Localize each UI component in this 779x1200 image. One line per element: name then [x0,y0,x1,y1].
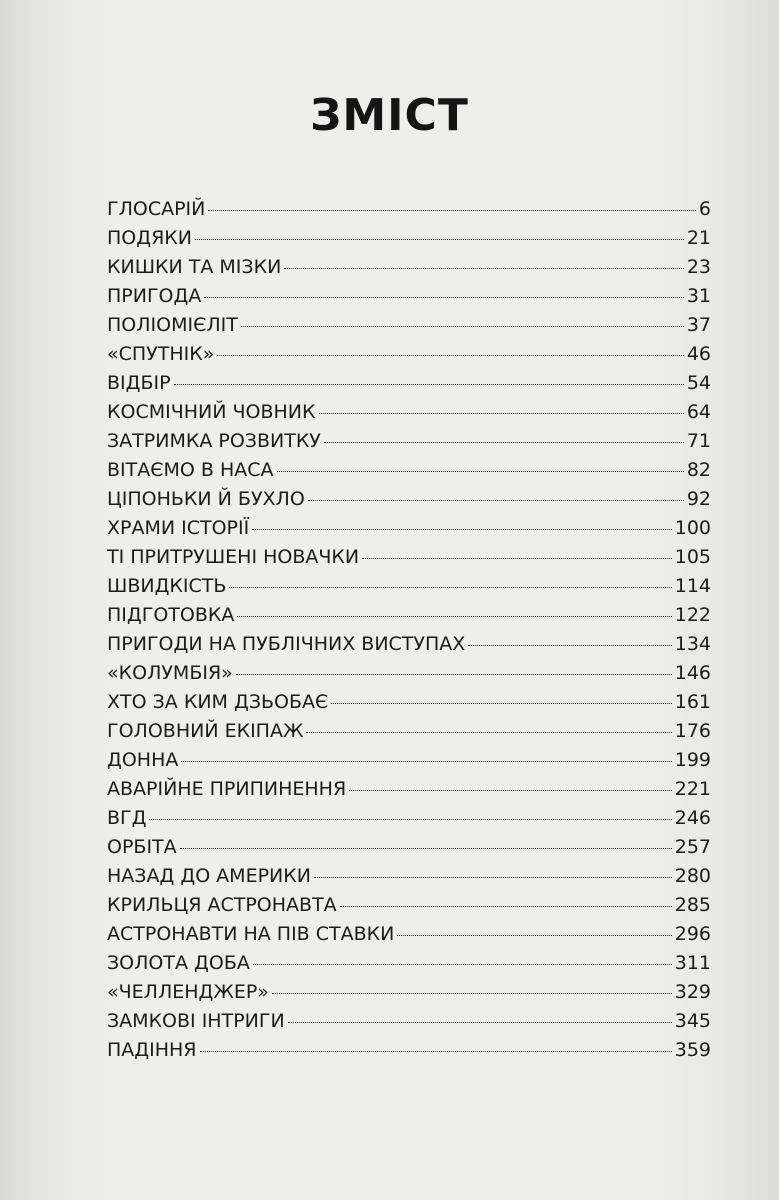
toc-entry[interactable] [107,778,711,807]
toc-entry-page-number: 21 [686,227,711,249]
dot-leader [149,819,671,820]
toc-entry-page-number: 64 [686,401,711,423]
toc-entry-title: ЗАТРИМКА РОЗВИТКУ [107,430,321,452]
toc-entry-title: ПРИГОДИ НА ПУБЛІЧНИХ ВИСТУПАХ [107,633,466,655]
toc-entry[interactable] [107,575,711,604]
toc-entry-title: ПОДЯКИ [107,227,192,249]
toc-entry[interactable] [107,343,711,372]
toc-entry-page-number: 6 [698,198,711,220]
toc-entry[interactable] [107,894,711,923]
toc-entry[interactable] [107,227,711,256]
toc-entry-page-number: 311 [674,952,711,974]
toc-entry[interactable] [107,546,711,575]
toc-entry-title: КОСМІЧНИЙ ЧОВНИК [107,401,316,423]
toc-entry-title: ЦІПОНЬКИ Й БУХЛО [107,488,305,510]
toc-entry[interactable] [107,923,711,952]
toc-entry-title: ПОЛІОМІЄЛІТ [107,314,238,336]
dot-leader [181,761,671,762]
toc-entry-page-number: 329 [674,981,711,1003]
toc-entry-title: ВГД [107,807,147,829]
toc-entry-page-number: 280 [674,865,711,887]
toc-entry-title: ГЛОСАРІЙ [107,198,206,220]
toc-entry[interactable] [107,198,711,227]
toc-entry-page-number: 246 [674,807,711,829]
toc-entry-title: АВАРІЙНЕ ПРИПИНЕННЯ [107,778,347,800]
toc-entry-title: НАЗАД ДО АМЕРИКИ [107,865,311,887]
dot-leader [252,529,672,530]
toc-entry-page-number: 100 [674,517,711,539]
toc-entry[interactable] [107,720,711,749]
toc-entry-title: ХРАМИ ІСТОРІЇ [107,517,250,539]
toc-entry-title: КИШКИ ТА МІЗКИ [107,256,282,278]
dot-leader [340,906,672,907]
toc-entry[interactable] [107,256,711,285]
toc-entry-page-number: 82 [686,459,711,481]
dot-leader [277,471,684,472]
toc-entry-title: ВІТАЄМО В НАСА [107,459,274,481]
toc-entry-title: ЗОЛОТА ДОБА [107,952,250,974]
dot-leader [180,848,672,849]
toc-entry[interactable] [107,488,711,517]
dot-leader [229,587,671,588]
toc-entry-title: ПАДІННЯ [107,1039,197,1061]
dot-leader [362,558,672,559]
toc-entry-page-number: 71 [686,430,711,452]
toc-entry-page-number: 296 [674,923,711,945]
toc-entry-page-number: 31 [686,285,711,307]
toc-entry-title: ПРИГОДА [107,285,202,307]
dot-leader [349,790,672,791]
dot-leader [324,442,684,443]
toc-entry-title: ГОЛОВНИЙ ЕКІПАЖ [107,720,304,742]
dot-leader [306,732,671,733]
toc-entry[interactable] [107,662,711,691]
toc-entry-title: КРИЛЬЦЯ АСТРОНАВТА [107,894,337,916]
dot-leader [237,616,671,617]
toc-entry-page-number: 221 [674,778,711,800]
toc-entry-title: «КОЛУМБІЯ» [107,662,233,684]
toc-entry[interactable] [107,836,711,865]
toc-entry[interactable] [107,952,711,981]
toc-entry-page-number: 54 [686,372,711,394]
toc-entry[interactable] [107,749,711,778]
table-of-contents [107,198,711,1068]
toc-entry-page-number: 285 [674,894,711,916]
dot-leader [397,935,671,936]
dot-leader [468,645,671,646]
dot-leader [314,877,672,878]
toc-entry-page-number: 122 [674,604,711,626]
toc-entry[interactable] [107,517,711,546]
toc-entry-title: «ЧЕЛЛЕНДЖЕР» [107,981,269,1003]
dot-leader [204,297,683,298]
toc-entry-title: АСТРОНАВТИ НА ПІВ СТАВКИ [107,923,395,945]
toc-entry-page-number: 23 [686,256,711,278]
toc-entry[interactable] [107,459,711,488]
dot-leader [272,993,672,994]
toc-entry[interactable] [107,865,711,894]
toc-entry[interactable] [107,981,711,1010]
toc-entry[interactable] [107,604,711,633]
toc-entry-page-number: 105 [674,546,711,568]
toc-entry-title: ДОННА [107,749,179,771]
toc-entry-page-number: 359 [674,1039,711,1061]
toc-entry-title: ПІДГОТОВКА [107,604,235,626]
dot-leader [241,326,684,327]
toc-entry-title: ХТО ЗА КИМ ДЗЬОБАЄ [107,691,329,713]
toc-entry-title: ТІ ПРИТРУШЕНІ НОВАЧКИ [107,546,360,568]
toc-entry-title: ЗАМКОВІ ІНТРИГИ [107,1010,285,1032]
page-title: ЗМІСТ [310,90,469,141]
toc-entry-title: ОРБІТА [107,836,177,858]
dot-leader [308,500,684,501]
dot-leader [284,268,684,269]
dot-leader [253,964,672,965]
toc-entry-page-number: 176 [674,720,711,742]
toc-entry-page-number: 199 [674,749,711,771]
toc-entry-page-number: 161 [674,691,711,713]
dot-leader [319,413,684,414]
dot-leader [174,384,684,385]
toc-entry[interactable] [107,691,711,720]
toc-entry-page-number: 37 [686,314,711,336]
toc-entry[interactable] [107,430,711,459]
dot-leader [217,355,683,356]
dot-leader [195,239,684,240]
toc-entry[interactable] [107,372,711,401]
toc-entry-page-number: 345 [674,1010,711,1032]
toc-entry-page-number: 134 [674,633,711,655]
toc-entry-page-number: 114 [674,575,711,597]
toc-entry-page-number: 92 [686,488,711,510]
toc-entry-title: ШВИДКІСТЬ [107,575,227,597]
toc-entry[interactable] [107,1010,711,1039]
toc-entry-title: ВІДБІР [107,372,171,394]
toc-entry-page-number: 46 [686,343,711,365]
toc-entry[interactable] [107,401,711,430]
toc-entry-page-number: 146 [674,662,711,684]
dot-leader [288,1022,672,1023]
toc-entry[interactable] [107,285,711,314]
toc-entry[interactable] [107,807,711,836]
toc-entry[interactable] [107,633,711,662]
dot-leader [200,1051,672,1052]
toc-entry-page-number: 257 [674,836,711,858]
dot-leader [208,210,696,211]
dot-leader [236,674,672,675]
toc-entry[interactable] [107,314,711,343]
dot-leader [331,703,671,704]
toc-entry[interactable] [107,1039,711,1068]
toc-entry-title: «СПУТНІК» [107,343,215,365]
